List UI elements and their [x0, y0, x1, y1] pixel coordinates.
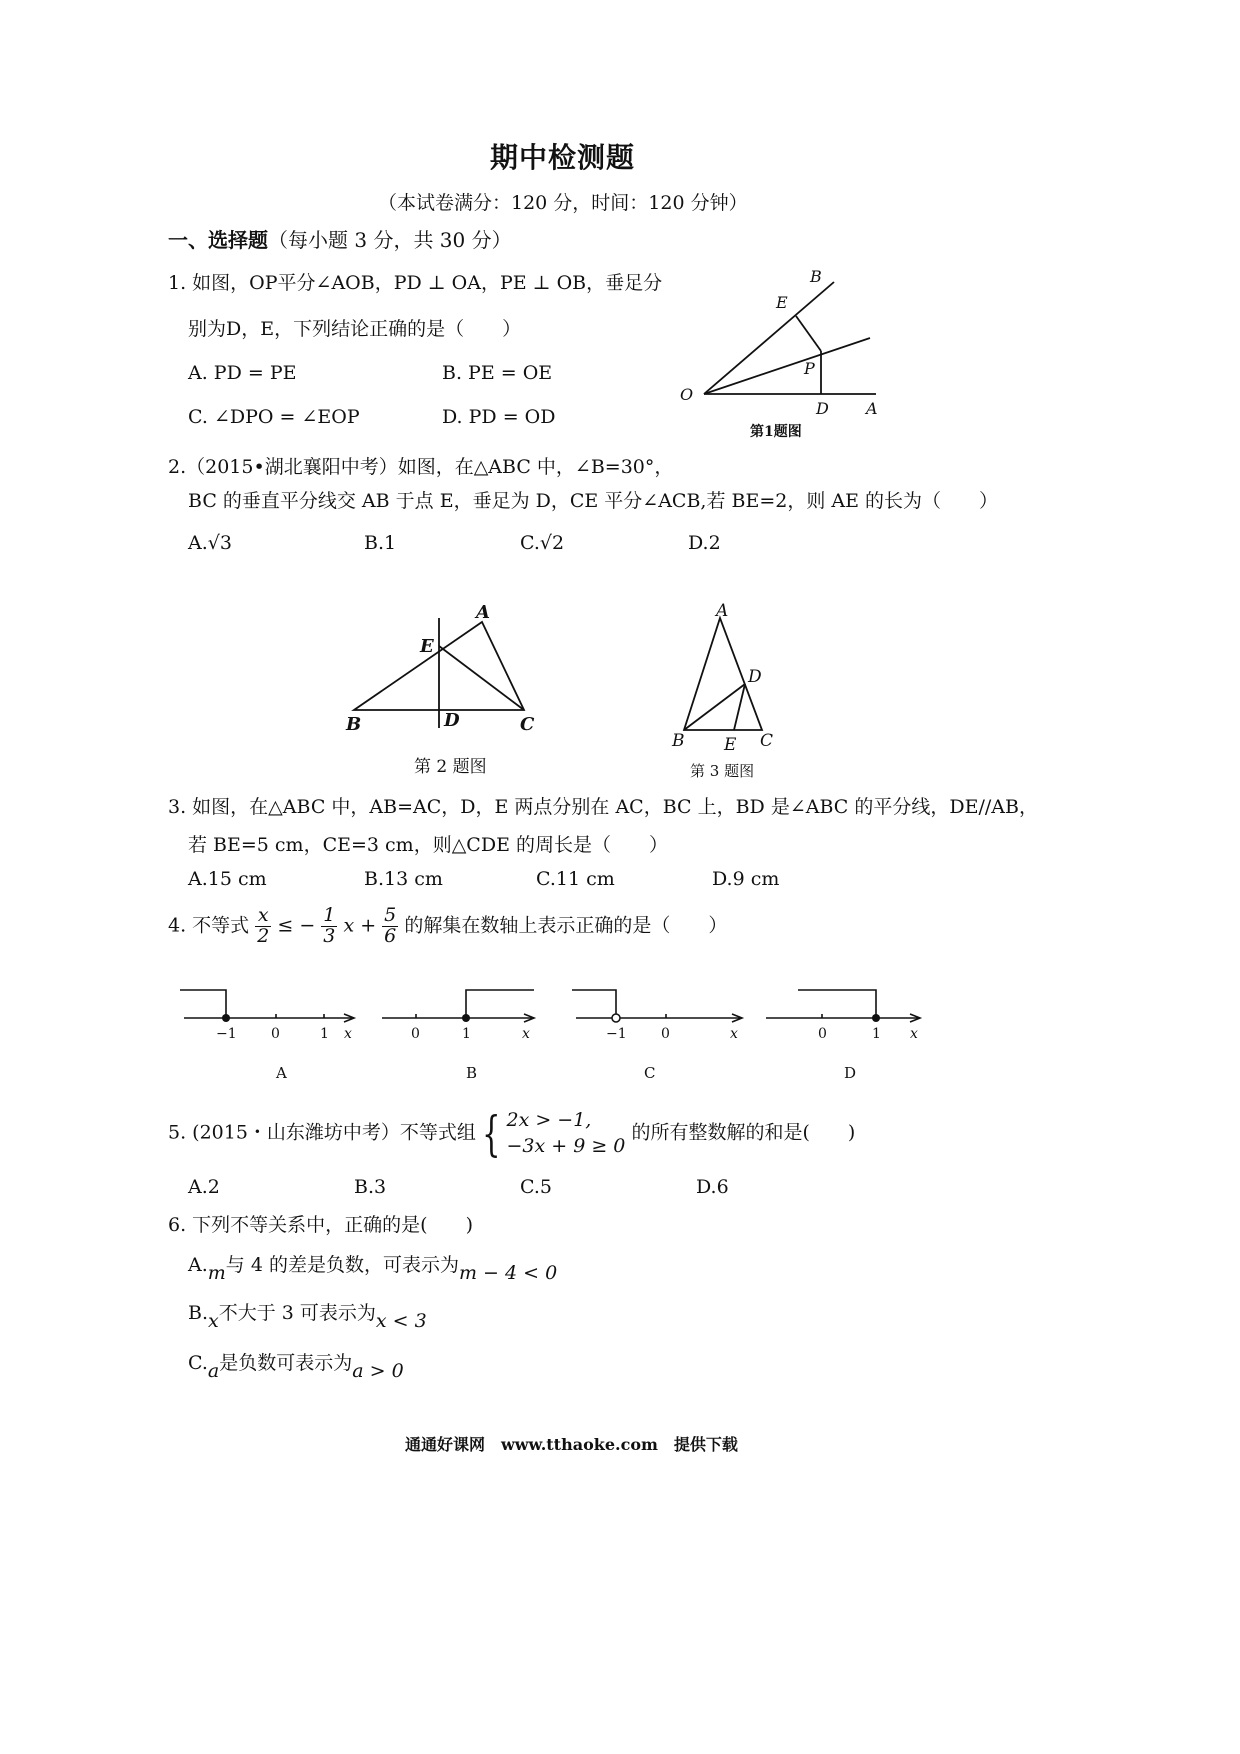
footer-source: 通通好课网 www.tthaoke.com 提供下载: [405, 1435, 738, 1454]
q3-figure: [660, 598, 800, 788]
left-brace: {: [482, 1105, 501, 1162]
ray-op: [704, 338, 870, 394]
label-e: E: [420, 636, 434, 657]
solid-dot: [872, 1014, 880, 1022]
q5-option-b: B.3: [354, 1176, 387, 1198]
fraction-1-over-3: $\frac{1}{3}$: [323, 904, 336, 947]
svg-text:−1: −1: [606, 1026, 627, 1042]
q6-option-c: C.a是负数可表示为a > 0: [188, 1352, 404, 1382]
label-b: B: [810, 267, 822, 286]
option-letter-d: D: [844, 1064, 857, 1082]
q5-option-a: A.2: [188, 1176, 220, 1198]
q1-option-d: D. PD = OD: [442, 406, 556, 428]
q2-option-b: B.1: [364, 532, 397, 554]
section-heading: [168, 224, 512, 253]
label-p: P: [804, 359, 815, 378]
svg-text:0: 0: [411, 1026, 420, 1042]
label-a: A: [476, 602, 490, 623]
label-c: C: [520, 714, 535, 735]
q2-option-c: C.√2: [520, 532, 565, 554]
fraction-x-over-2: $\frac{x}{2}$: [257, 904, 270, 947]
number-line-b: [378, 982, 548, 1082]
svg-text:−1: −1: [216, 1026, 237, 1042]
svg-text:x: x: [910, 1026, 918, 1042]
svg-text:0: 0: [271, 1026, 280, 1042]
q3-stem-line2: 若 BE=5 cm，CE=3 cm，则△CDE 的周长是（ ）: [188, 834, 668, 856]
svg-text:1: 1: [872, 1026, 881, 1042]
solid-dot: [222, 1014, 230, 1022]
page-title: 期中检测题: [490, 141, 636, 174]
q1-stem-line2: 别为D，E，下列结论正确的是（ ）: [188, 318, 522, 340]
q2-stem-line1: 2.（2015•湖北襄阳中考）如图，在△ABC 中，∠B=30°，: [168, 456, 674, 478]
q1-option-c: C. ∠DPO = ∠EOP: [188, 406, 360, 428]
inequality-system: 2x > −1, −3x + 9 ≥ 0: [506, 1109, 626, 1157]
q1-option-a: A. PD = PE: [188, 362, 297, 384]
svg-text:x: x: [344, 1026, 352, 1042]
q5-suffix: 的所有整数解的和是( ): [631, 1121, 856, 1144]
label-a: A: [716, 601, 729, 621]
label-b: B: [346, 714, 362, 735]
q5-stem: [168, 1105, 856, 1162]
segment-ce: [439, 646, 524, 710]
q3-figure-caption: 第 3 题图: [690, 762, 755, 780]
section-title: 一、选择题: [168, 228, 268, 252]
section-note: （每小题 3 分，共 30 分）: [268, 228, 512, 252]
option-letter-c: C: [644, 1064, 656, 1082]
option-letter-a: A: [276, 1064, 287, 1082]
q5-option-d: D.6: [696, 1176, 729, 1198]
q1-figure-caption: 第1题图: [750, 424, 802, 440]
exam-info: （本试卷满分：120 分，时间：120 分钟）: [378, 192, 748, 214]
q1-figure: [670, 258, 900, 448]
option-letter-b: B: [466, 1064, 478, 1082]
q3-option-c: C.11 cm: [536, 868, 615, 890]
q5-prefix: 5. (2015・山东潍坊中考）不等式组: [168, 1121, 476, 1144]
q2-stem-line2: BC 的垂直平分线交 AB 于点 E，垂足为 D，CE 平分∠ACB,若 BE=2，则 AE 的长为（ ）: [188, 490, 999, 512]
label-a: A: [866, 399, 878, 418]
svg-text:0: 0: [818, 1026, 827, 1042]
q5-option-c: C.5: [520, 1176, 552, 1198]
q4-suffix: 的解集在数轴上表示正确的是（ ）: [404, 914, 728, 937]
q2-figure-caption: 第 2 题图: [414, 757, 487, 777]
q6-option-a: A.m与 4 的差是负数，可表示为m − 4 < 0: [188, 1254, 558, 1284]
label-c: C: [760, 731, 774, 751]
svg-text:x: x: [730, 1026, 738, 1042]
q1-stem-line1: 1. 如图，OP平分∠AOB，PD ⊥ OA，PE ⊥ OB，垂足分: [168, 272, 663, 294]
q2-option-a: A.√3: [188, 532, 232, 554]
q3-option-a: A.15 cm: [188, 868, 267, 890]
label-b: B: [672, 731, 685, 751]
svg-text:x: x: [522, 1026, 530, 1042]
label-o: O: [680, 385, 694, 404]
term-x: x +: [343, 914, 377, 937]
q3-stem-line1: 3. 如图，在△ABC 中，AB=AC，D，E 两点分别在 AC，BC 上，BD 是∠ABC 的平分线，DE//AB，: [168, 796, 1038, 818]
segment-pe: [796, 316, 821, 351]
q4-prefix: 4. 不等式: [168, 914, 250, 937]
number-line-d: [762, 982, 932, 1082]
hollow-dot: [612, 1014, 620, 1022]
q6-option-b: B.x不大于 3 可表示为x < 3: [188, 1302, 427, 1332]
number-line-a: [176, 982, 366, 1082]
label-d: D: [444, 710, 460, 731]
svg-text:0: 0: [661, 1026, 670, 1042]
number-line-c: [570, 982, 750, 1082]
label-e: E: [724, 735, 737, 755]
fraction-5-over-6: $\frac{5}{6}$: [384, 904, 397, 947]
q2-option-d: D.2: [688, 532, 721, 554]
svg-text:1: 1: [320, 1026, 329, 1042]
q3-option-d: D.9 cm: [712, 868, 780, 890]
q2-figure: [330, 598, 570, 788]
q3-option-b: B.13 cm: [364, 868, 443, 890]
svg-text:1: 1: [462, 1026, 471, 1042]
q1-option-b: B. PE = OE: [442, 362, 553, 384]
q4-stem: [168, 906, 727, 947]
q6-stem: 6. 下列不等关系中，正确的是( ): [168, 1214, 473, 1236]
solid-dot: [462, 1014, 470, 1022]
label-e: E: [776, 293, 788, 312]
relation: ≤ −: [277, 914, 316, 937]
label-d: D: [748, 667, 762, 687]
label-d: D: [816, 399, 829, 418]
